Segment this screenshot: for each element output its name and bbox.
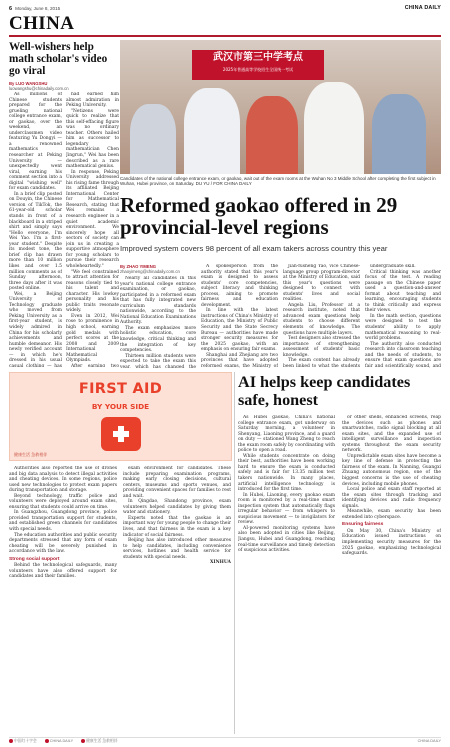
reform-byline-name: By ZHAO YIMENG (120, 264, 156, 269)
section-title: CHINA (9, 13, 75, 34)
paragraph: The authority also conducted research into classroom teaching and the needs of students, to ensure that exam questions are fair and scientifically sound, and (365, 341, 441, 368)
well-column-1 (9, 92, 62, 367)
paragraph: "Netizens were quick to realize that this self-effacing figure was no ordinary teacher. Others hailed him as successor to legendary mathematician Chen Jingrun," Wei has been described as a rare mathematical genius. (66, 108, 119, 170)
poster-slogan: 健康生活 急救相伴 (14, 452, 48, 457)
reform-title (120, 194, 441, 238)
date: Monday, June 8, 2015 (15, 6, 61, 11)
paragraph: In Guangzhou, Guangdong province, police provided transportation support for students, and established green channels for candidates with special needs. (9, 510, 117, 533)
footer-logos (9, 739, 118, 744)
paragraph: In line with the latest instructions of China's Ministry of Education, the Ministry of Public Security and the State Secrecy Bureau — authorities have made stronger security measures for the 2025 gaokao, with an emphasis on ensuring fair exams. (201, 308, 278, 353)
paragraph: On May 30, China's Ministry of Education issued instructions on implementing security measures for the 2025 gaokao, emphasizing technological safeguards. (342, 528, 441, 557)
paragraph: The exam content has already been linked to what the students (283, 358, 360, 368)
well-column-2 (66, 92, 119, 367)
subheading: Strong social support (9, 556, 60, 562)
paragraph: Critical thinking was another focus of the test. A reading passage on the Chinese paper used a question-and-answer format about teaching and learning, encouraging students to think critically and express their views. (365, 269, 441, 314)
paragraph: In Hubei, Liaoning, every gaokao exam room is monitored by a real-time smart inspection system that automatically flags irregular behavior — from whispers to suspicious movement — to invigilators for review. (238, 492, 335, 526)
footer-logo-3: 健康生活 急救相伴 (81, 739, 117, 744)
footer-paper: CHINA DAILY (417, 739, 441, 743)
reform-byline (120, 264, 196, 274)
paragraph: As millions of Chinese students prepared for the grueling national college entrance exam, or gaokao, over the weekend, an underclassmen video featuring Yu Dongyi — a renowned mathematics researcher at Peking University — unexpectedly went viral, earning his comment section into a digital "wishing well" for exam candidates. (9, 92, 62, 192)
ai-column-1 (238, 415, 335, 733)
well-byline (9, 81, 119, 91)
reform-byline-email: zhaoyimeng@chinadaily.com.cn (120, 269, 180, 274)
article-end-credit: XINHUA (210, 560, 231, 566)
paragraph: After earning two (71, 363, 119, 367)
exam-photo (120, 40, 441, 174)
ai-title: AI helps keep candidates safe, honest (238, 373, 411, 409)
footer (9, 737, 441, 744)
photo-caption: Candidates of the national college entrance exam, or gaokao, wait out of the exam rooms at the Wuhan No 3 Middle School after completing the first subject in Wuhan, Hubei province, on Saturday. DU YU / FOR CHINA DAILY (120, 176, 436, 187)
paragraph: In Qingdao, Shandong province, exam volunteers helped candidates by giving them water and stationery. (123, 499, 231, 516)
poster-title: FIRST AID (78, 381, 163, 397)
paragraph: Nearly all candidates in this year's national college entrance examination, or gaokao, participated in a reformed exam that has fully integrated new curriculum standards nationwide, according to the National Education Examinations Authority. (120, 276, 196, 326)
column-divider (234, 372, 235, 734)
paragraph: In a brief clip posted on Douyin, the Chinese version of TikTok, the 61-year-old scholar stands in front of a blackboard in a striped shirt and simply says "Hello everyone, I'm Wei Yao. I'm a first-year student." Despite its modest tone, the brief clip has drawn more than 10 million likes and over 1.5 million comments as of Sunday afternoon, three days after it was posted online. (9, 191, 62, 292)
exam-sign (192, 50, 324, 80)
first-aid-kit-icon (101, 417, 141, 451)
paragraph: Authorities also reported the use of drones and big data analysis to detect illegal activities and cheating devices. In some regions, police used new technologies to protect exam papers during transportation and storage. (9, 466, 117, 494)
reform-title-text: Reformed gaokao offered in 29 provincial-level regions (120, 193, 398, 239)
paragraph: Test designers also stressed the importance of strengthening assessment of students' basic knowledge. (283, 336, 360, 358)
well-byline-email: luowangshu@chinadaily.com.cn (9, 86, 69, 91)
ai-column-3 (9, 466, 117, 734)
reform-column-4 (365, 264, 441, 368)
reform-column-2 (201, 264, 278, 368)
poster-subtitle: BY YOUR SIDE (91, 402, 150, 411)
paragraph: undergraduate skill. (370, 264, 416, 269)
ai-column-4 (123, 466, 231, 734)
subheading: Ensuring fairness (342, 522, 384, 528)
paragraph: Meanwhile, exam security has been extended into cyberspace. (342, 509, 441, 520)
footer-logo-1: 中国红十字会 (9, 739, 37, 744)
sign-subtext: 2025年普通高等学校招生全国统一考试 (222, 67, 294, 72)
paragraph: Experts noted that the gaokao is an important way for young people to change their lives, and that fairness in the exam is a key indicator of social fairness. (123, 515, 231, 538)
page-date (9, 6, 60, 12)
ai-column-2 (342, 415, 441, 733)
well-title: Well-wishers help math scholar's video go viral (9, 41, 108, 78)
paragraph: Local police and exam staff reported at the exam sites through tracking and identifying devices and radio frequency signals. (342, 487, 441, 509)
paragraph: Behind the technological safeguards, many volunteers have also offered support for candidates and their families. (9, 563, 117, 580)
paragraph: "We feel constrained to attract attention for reasons closely tied to his talent and character. His lowkey personality and his public traits resonate widely. (66, 269, 119, 314)
paragraph: had earned him almost admiration in Peking University. (66, 92, 119, 109)
paragraph: Beijing has also introduced other measures to help candidates, including convenience services, hotlines and health service for students with special needs. (123, 538, 231, 560)
paragraph: In the math section, questions were designed to test the students' ability to apply mathematical reasoning to real-world problems. (365, 313, 441, 342)
paragraph: Jian-fusheng Yao, vice Chinese-language group program-director at the Ministry of Education, said this year's questions were designed to connect with students' lives and social realities. (283, 264, 360, 303)
paragraph: The exam emphasizes more holistic education, core knowledge, critical thinking and the integration of key competencies. (120, 325, 196, 354)
section-rule (9, 35, 441, 37)
sign-text: 武汉市第三中学考点 (213, 52, 303, 63)
paragraph: exam environment for candidates. These include preparing examination programs, making early closing decisions, cultural centers, museums and sports venues, and providing convenient spaces for families to rest and wait. (123, 466, 231, 499)
paragraph: Angela Liu, Professor at a research institute, noted that advanced exam questions help students to choose different elements of knowledge. The questions have multiple layers. (283, 302, 360, 336)
reform-subtitle: Improved system covers 98 percent of all exam takers across country this year (120, 244, 388, 253)
reform-column-1 (120, 276, 196, 368)
paragraph: In response, Peking University addressed his rising fame through its affiliated Beijing International Center for Mathematical Research, stating that Wei remains a research engineer in a quiet academic environment. We sincerely hope all sectors of society can join us in creating a supportive atmosphere for young scholars to pursue their research wholeheartedly." (66, 169, 119, 269)
paragraph: As Hubei gaokao, China's national college entrance exam, got underway on Saturday morning, a volunteer in Shenyang, Liaoning province, and a guard on duty — stationed Wang Zheng to reach the exam room safely by coordinating with police to open a road. (238, 415, 335, 454)
paragraph: Beyond technology, traffic police and volunteers were deployed around exam sites, ensuring that students could arrive on time. (9, 493, 117, 510)
paragraph: or other shells, enhanced screens, reap the devices such as phones and smartwatches, radio signal blocking at all exam sites, and the expanded use of intelligent surveillance and inspection systems throughout the exam security network. (342, 415, 441, 454)
paragraph: While students concentrate on doing their best, authorities have been working hard to ensure the exam is conducted safely and is fair for 13.35 million test takers nationwide. In many places, artificial intelligence technology is introduced for the first time. (238, 453, 335, 493)
reform-column-3 (283, 264, 360, 368)
paragraph: The education authorities and public security departments stressed that any form of exam cheating will be severely punished in accordance with the law. (9, 532, 117, 555)
well-byline-name: By LUO WANGSHU (9, 81, 48, 86)
paragraph: Thirteen million students were expected to take the exam this year, which has changed the (120, 353, 196, 368)
paragraph: Wei, a Beijing University of Technology graduate who moved from Peking University as a first-year student, is widely admired in China for his scholarly achievements and humble demeanor. His newly verified account — in which he's dressed in his usual casual clothing — has (9, 291, 62, 367)
paragraph: A spokesperson from the authority stated that this year's exam is designed to assess students' core competencies, subject literacy and thinking process, aiming to promote fairness and education development. (201, 264, 278, 308)
paragraph: Unpredictable exam sites have become a key line of defense in protecting the fairness of the exam. In Nanning, Guangxi Zhuang autonomous region, one of the biggest concerns is the use of cheating devices, including mobile phones. (342, 453, 441, 487)
paper-name: CHINA DAILY (404, 5, 441, 11)
paragraph: Even in 2012, Wei rose to prominence in high school, earning gold medals with perfect scores at the 2008 and 2009 International Mathematical Olympiads. (66, 313, 119, 364)
first-aid-poster (9, 372, 232, 461)
footer-logo-2: CHINA DAILY (45, 739, 73, 744)
paragraph: AI-powered monitoring systems have also been adopted in cities like Beijing, Jiangsu, Hubei and Guangdong, reaching real-time surveillance and timely detection of suspicious activities. (238, 525, 335, 554)
page-number: 6 (9, 6, 13, 12)
paragraph: Shanghai and Zhejiang are two provinces that have adopted reformed exams, the Ministry of (201, 352, 278, 368)
